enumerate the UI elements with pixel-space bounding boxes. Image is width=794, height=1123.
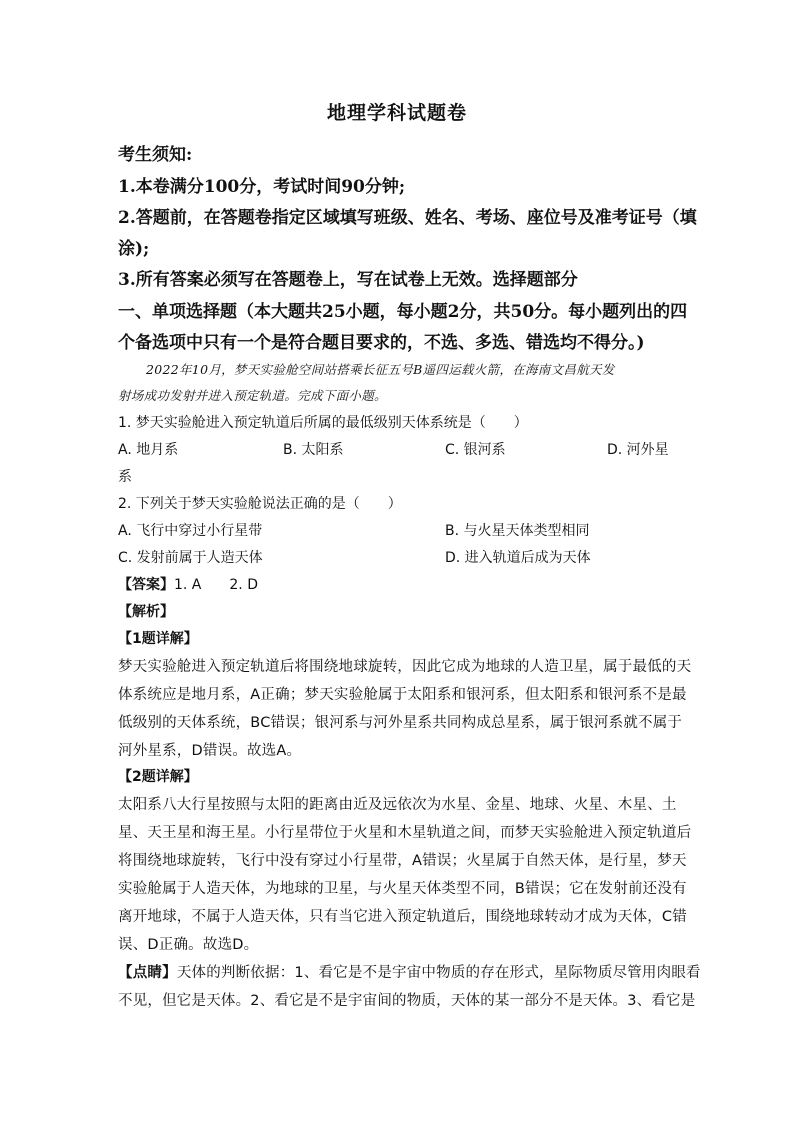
question-2-stem: 2. 下列关于梦天实验舱说法正确的是（ ） — [118, 496, 402, 512]
notice-item-1: 1.本卷满分100分，考试时间90分钟; — [118, 177, 406, 197]
notice-item-3: 3.所有答案必须写在答题卷上，写在试卷上无效。选择题部分 — [118, 270, 578, 290]
question-2-option-a: A. 飞行中穿过小行星带 — [118, 523, 263, 539]
detail-1-line: 体系统应是地月系，A正确；梦天实验舱属于太阳系和银河系，但太阳系和银河系不是最 — [118, 687, 687, 703]
point-label: 【点睛】 — [118, 965, 177, 981]
analysis-label: 【解析】 — [118, 604, 174, 620]
detail-1-line: 低级别的天体系统，BC错误；银河系与河外星系共同构成总星系，属于银河系就不属于 — [118, 715, 683, 731]
point-line-1 — [118, 961, 701, 982]
question-1-option-d: D. 河外星 — [607, 442, 669, 458]
section-heading-line-1: 一、单项选择题（本大题共25小题，每小题2分，共50分。每小题列出的四 — [118, 302, 688, 322]
question-1-stem: 1. 梦天实验舱进入预定轨道后所属的最低级别天体系统是（ ） — [118, 415, 528, 431]
detail-2-line: 星、天王星和海王星。小行星带位于火星和木星轨道之间，而梦天实验舱进入预定轨道后 — [118, 825, 692, 841]
notice-heading: 考生须知: — [118, 145, 193, 165]
detail-2-label: 【2题详解】 — [118, 769, 198, 785]
detail-1-line: 梦天实验舱进入预定轨道后将围绕地球旋转，因此它成为地球的人造卫星，属于最低的天 — [118, 659, 692, 675]
point-line-2: 不见，但它是天体。2、看它是不是宇宙间的物质，天体的某一部分不是天体。3、看它是 — [118, 993, 696, 1009]
answer-value: 1. A 2. D — [174, 577, 258, 593]
page-title: 地理学科试题卷 — [326, 102, 467, 124]
section-heading-line-2: 个备选项中只有一个是符合题目要求的，不选、多选、错选均不得分。) — [118, 333, 645, 353]
question-1-option-b: B. 太阳系 — [283, 442, 344, 458]
question-2-option-d: D. 进入轨道后成为天体 — [445, 550, 591, 566]
question-2-option-c: C. 发射前属于人造天体 — [118, 550, 263, 566]
point-text: 天体的判断依据：1、看它是不是宇宙中物质的存在形式，星际物质尽管用肉眼看 — [176, 965, 701, 981]
question-2-option-b: B. 与火星天体类型相同 — [445, 523, 590, 539]
notice-item-2: 2.答题前，在答题卷指定区域填写班级、姓名、考场、座位号及准考证号（填 — [118, 208, 697, 228]
answer-label: 【答案】 — [118, 577, 174, 593]
detail-1-line: 河外星系，D错误。故选A。 — [118, 743, 302, 759]
question-1-option-a: A. 地月系 — [118, 442, 179, 458]
detail-2-line: 误、D正确。故选D。 — [118, 937, 259, 953]
answer-line — [118, 574, 258, 594]
detail-2-line: 太阳系八大行星按照与太阳的距离由近及远依次为水星、金星、地球、火星、木星、土 — [118, 797, 677, 813]
detail-2-line: 将围绕地球旋转，飞行中没有穿过小行星带，A错误；火星属于自然天体，是行星，梦天 — [118, 853, 687, 869]
question-1-option-c: C. 银河系 — [445, 442, 506, 458]
detail-2-line: 离开地球，不属于人造天体，只有当它进入预定轨道后，围绕地球转动才成为天体，C错 — [118, 909, 687, 925]
passage-line-1: 2022年10月，梦天实验舱空间站搭乘长征五号B遥四运载火箭，在海南文昌航天发 — [146, 362, 615, 377]
question-1-option-d-cont: 系 — [118, 469, 132, 485]
notice-item-2-cont: 涂); — [118, 239, 150, 259]
detail-1-label: 【1题详解】 — [118, 631, 198, 647]
detail-2-line: 实验舱属于人造天体，为地球的卫星，与火星天体类型不同，B错误；它在发射前还没有 — [118, 881, 687, 897]
passage-line-2: 射场成功发射并进入预定轨道。完成下面小题。 — [118, 388, 387, 403]
